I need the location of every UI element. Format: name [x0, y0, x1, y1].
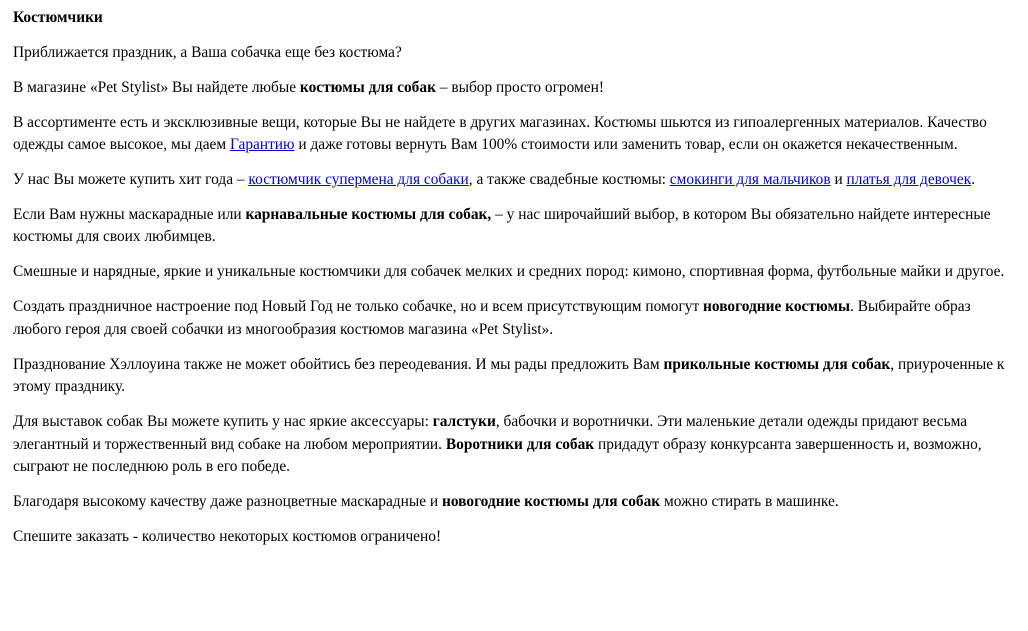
paragraph-hit [13, 169, 1018, 192]
text-span: . [971, 171, 976, 189]
text-span: В ассортименте есть и эксклюзивные вещи, которые Вы не найдете в других магазинах. Костюмы шьются из гипоалергенных материалов. Качество одежды самое высокое, мы даем [13, 113, 987, 154]
article-title-text: Костюмчики [13, 9, 103, 26]
paragraph-washable [13, 491, 1018, 514]
superman-costume-link[interactable]: костюмчик супермена для собаки [248, 171, 469, 189]
tuxedo-boys-link[interactable]: смокинги для мальчиков [669, 171, 831, 189]
bold-keyword: костюмы для собак [299, 78, 436, 96]
paragraph-assortment [13, 112, 1018, 157]
paragraph-new-year [13, 296, 1018, 341]
paragraph-intro: Приближается праздник, а Ваша собачка еще без костюма? [13, 43, 402, 61]
text-span: Если Вам нужны маскарадные или [13, 205, 246, 223]
paragraph-carnival [13, 204, 1018, 249]
paragraph-halloween [13, 354, 1018, 399]
text-span: В магазине «Pet Stylist» Вы найдете любые [13, 78, 300, 96]
text-span: Благодаря высокому качеству даже разноцветные маскарадные и [13, 492, 442, 510]
bold-keyword: карнавальные костюмы для собак, [245, 205, 492, 223]
guarantee-link[interactable]: Гарантию [229, 136, 295, 154]
bold-keyword: галстуки [432, 413, 496, 431]
text-span: У нас Вы можете купить хит года – [13, 171, 249, 189]
bold-keyword: новогодние костюмы [703, 298, 850, 316]
text-span: . Выбирайте образ любого героя для своей собачки из многообразия костюмов магазина «Pet Stylist». [13, 298, 971, 338]
paragraph-variety: Смешные и нарядные, яркие и уникальные костюмчики для собачек мелких и средних пород: кимоно, спортивная форма, футбольные майки и другое. [13, 263, 1005, 281]
paragraph-hurry: Спешите заказать - количество некоторых костюмов ограничено! [13, 527, 442, 545]
article [13, 7, 1018, 561]
text-span: и [830, 171, 847, 189]
text-span: – выбор просто огромен! [435, 78, 604, 96]
bold-keyword: Воротники для собак [445, 435, 595, 453]
text-span: Для выставок собак Вы можете купить у нас яркие аксессуары: [13, 413, 433, 431]
paragraph-store [13, 77, 1018, 100]
dresses-girls-link[interactable]: платья для девочек [846, 171, 972, 189]
text-span: придадут образу конкурсанта завершенность и, возможно, сыграют не последнюю роль в его победе. [13, 435, 982, 476]
text-span: , бабочки и воротнички. Эти маленькие детали одежды придают весьма элегантный и торжественный вид собаке на любом мероприятии. [13, 413, 968, 453]
text-span: можно стирать в машинке. [660, 492, 839, 510]
bold-keyword: новогодние костюмы для собак [441, 492, 661, 510]
article-title [13, 7, 1018, 30]
bold-keyword: прикольные костюмы для собак [663, 355, 891, 373]
text-span: Создать праздничное настроение под Новый Год не только собачке, но и всем присутствующим помогут [13, 298, 704, 316]
text-span: , а также свадебные костюмы: [468, 171, 670, 189]
text-span: и даже готовы вернуть Вам 100% стоимости или заменить товар, если он окажется некачественным. [294, 136, 958, 154]
text-span: Празднование Хэллоуина также не может обойтись без переодевания. И мы рады предложить Вам [13, 355, 664, 373]
text-span: , приуроченные к этому празднику. [13, 355, 1005, 396]
text-span: – у нас широчайший выбор, в котором Вы обязательно найдете интересные костюмы для своих любимцев. [13, 205, 991, 246]
paragraph-exhibitions [13, 411, 1018, 479]
